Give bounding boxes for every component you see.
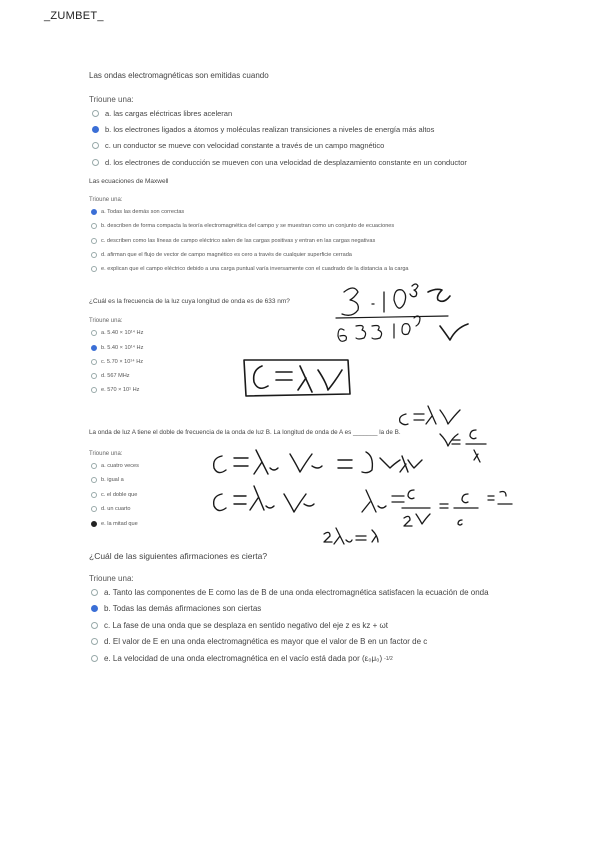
option-label: e. La velocidad de una onda electromagnética en el vacío está dada por (ε₀μ₀) <box>104 654 383 663</box>
brand-label: _ZUMBET_ <box>44 10 104 22</box>
handwritten-fraction-bar <box>336 316 448 318</box>
option-label: d. los electrones de conducción se mueven con una velocidad de desplazamiento constante en un conductor <box>105 158 467 167</box>
handwritten-side-notes <box>400 406 486 462</box>
handwritten-equation-line-3 <box>362 490 512 526</box>
handwritten-equation-line-4 <box>324 528 378 544</box>
question-3-prompt: Trioune una: <box>89 318 123 324</box>
option-label: e. la mitad que <box>101 521 138 527</box>
option-label: c. 5.70 × 10¹⁴ Hz <box>101 359 144 365</box>
option-label: a. Todas las demás son correctas <box>101 209 185 215</box>
handwritten-equation-line-1 <box>214 450 422 474</box>
option-label: c. describen como las líneas de campo eléctrico salen de las cargas positivas y entran en las cargas negativas <box>101 238 376 244</box>
option-label: b. describen de forma compacta la teoría electromagnética del campo y se muestran como un conjunto de ecuaciones <box>101 223 395 229</box>
option-label: d. un cuarto <box>101 506 131 512</box>
question-5-prompt: Trioune una: <box>89 574 134 583</box>
option-label: c. el doble que <box>101 492 138 498</box>
question-1-prompt: Trioune una: <box>89 95 134 104</box>
question-4-text: La onda de luz A tiene el doble de frecuencia de la onda de luz B. La longitud de onda de A es _______ la de B. <box>89 429 401 436</box>
option-label: d. 567 MHz <box>101 373 130 379</box>
exponent-superscript: -1/2 <box>384 655 393 662</box>
option-label: b. los electrones ligados a átomos y moléculas realizan transiciones a niveles de energía más altos <box>105 125 435 134</box>
option-label: d. El valor de E en una onda electromagnética es mayor que el valor de B en un factor de c <box>104 637 428 646</box>
option-label: a. Tanto las componentes de E como las de B de una onda electromagnética satisfacen la ecuación de onda <box>104 588 489 597</box>
question-2-text: Las ecuaciones de Maxwell <box>89 178 169 185</box>
question-1-text: Las ondas electromagnéticas son emitidas cuando <box>89 71 269 80</box>
option-label: b. 5.40 × 10¹⁴ Hz <box>101 345 144 351</box>
handwritten-fraction-denominator <box>338 316 420 341</box>
option-label: a. cuatro veces <box>101 463 139 469</box>
question-2-prompt: Trioune una: <box>89 197 123 203</box>
handwritten-boxed-formula <box>244 360 350 396</box>
option-label: e. 570 × 10¹ Hz <box>101 387 140 393</box>
option-label: a. las cargas eléctricas libres aceleran <box>105 109 233 118</box>
option-label: c. un conductor se mueve con velocidad constante a través de un campo magnético <box>105 141 385 150</box>
question-5-text: ¿Cuál de las siguientes afirmaciones es cierta? <box>89 551 268 561</box>
handwritten-nu-symbol <box>428 289 468 340</box>
option-label: b. Todas las demás afirmaciones son ciertas <box>104 604 262 613</box>
handwritten-fraction-numerator <box>342 284 418 315</box>
option-label: d. afirman que el flujo de vector de campo magnético es cero a través de cualquier superficie cerrada <box>101 252 352 258</box>
question-3-text: ¿Cuál es la frecuencia de la luz cuya longitud de onda es de 633 nm? <box>89 298 290 305</box>
option-label: e. explican que el campo eléctrico debido a una carga puntual varía inversamente con el cuadrado de la distancia a la carga <box>101 266 409 272</box>
option-label: b. igual a <box>101 477 124 483</box>
question-4-prompt: Trioune una: <box>89 451 123 457</box>
option-label: c. La fase de una onda que se desplaza en sentido negativo del eje z es kz + ωt <box>104 621 388 630</box>
handwritten-equation-line-2 <box>214 486 314 512</box>
option-label: a. 5.40 × 10¹⁴ Hz <box>101 330 144 336</box>
